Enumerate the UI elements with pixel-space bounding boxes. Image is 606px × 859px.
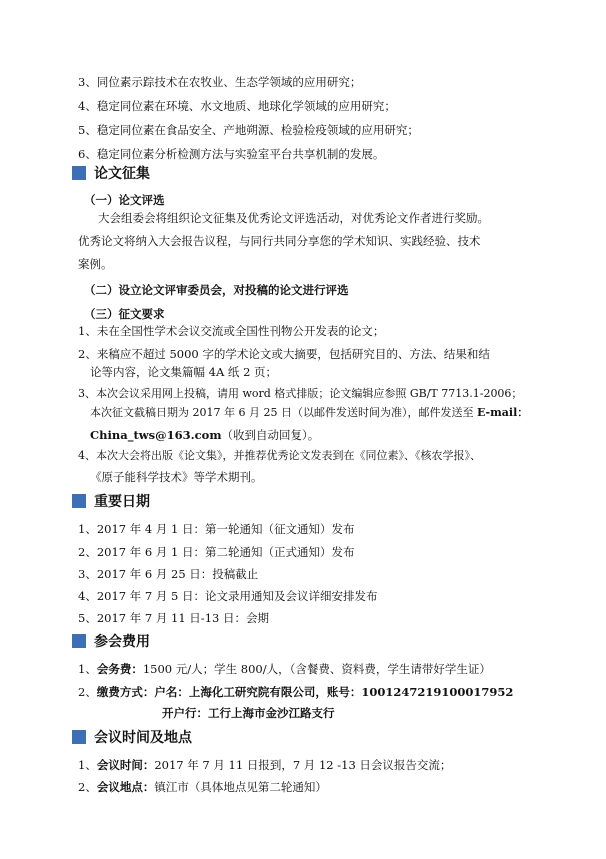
- list-item: 2、来稿应不超过 5000 字的学术论文或大摘要，包括研究目的、方法、结果和结: [78, 347, 490, 361]
- section-heading: [72, 632, 150, 650]
- section-title: 会议时间及地点: [94, 730, 192, 746]
- email-link[interactable]: China_tws@163.com: [90, 428, 222, 442]
- time-value: 2017 年 7 月 11 日报到，7 月 12 -13 日会议报告交流；: [154, 758, 452, 772]
- list-item: 4、本次大会将出版《论文集》，并推荐优秀论文发表到在《同位素》、《核农学报》、: [78, 449, 481, 462]
- place-label: 会议地点：: [96, 780, 155, 794]
- fee-label: 会务费：: [96, 662, 143, 676]
- section-heading: [72, 492, 150, 510]
- item-number: 2、: [78, 780, 97, 794]
- list-item: 2、2017 年 6 月 1 日：第二轮通知（正式通知）发布: [78, 545, 355, 559]
- section-marker-icon: [72, 166, 86, 180]
- fee-value: 1500 元/人；学生 800/人，（含餐费、资料费，学生请带好学生证）: [142, 662, 491, 676]
- section-title: 参会费用: [94, 634, 150, 650]
- section-heading: [72, 728, 192, 746]
- list-item: 3、本次会议采用网上投稿，请用 word 格式排版；论文编辑应参照 GB/T 7713.1-2006；: [78, 387, 523, 400]
- section-title: 重要日期: [94, 494, 150, 510]
- section-marker-icon: [72, 634, 86, 648]
- bank-label: 开户行：: [162, 706, 208, 720]
- list-item: 1、未在全国性学术会议交流或全国性刊物公开发表的论文；: [78, 324, 385, 338]
- list-item-continuation: [90, 427, 319, 443]
- item-number: 1、: [78, 758, 97, 772]
- paragraph-line: 案例。: [78, 257, 113, 271]
- list-item: [78, 757, 451, 773]
- list-item: 5、稳定同位素在食品安全、产地朔源、检验检疫领域的应用研究；: [78, 123, 419, 137]
- list-item: 3、同位素示踪技术在农牧业、生态学领域的应用研究；: [78, 75, 362, 89]
- section-marker-icon: [72, 730, 86, 744]
- email-label: E-mail：: [476, 406, 529, 419]
- deadline-text: 本次征文截稿日期为 2017 年 6 月 25 日（以邮件发送时间为准），邮件发送至: [90, 406, 477, 419]
- section-title: 论文征集: [94, 166, 150, 182]
- email-note: （收到自动回复）。: [221, 428, 320, 442]
- subsection-title: （一）论文评选: [84, 193, 165, 207]
- paragraph-line: 优秀论文将纳入大会报告议程，与同行共同分享您的学术知识、实践经验、技术: [78, 234, 481, 248]
- list-item: 5、2017 年 7 月 11 日-13 日：会期: [78, 611, 269, 625]
- section-heading: [72, 164, 150, 182]
- list-item: 1、2017 年 4 月 1 日：第一轮通知（征文通知）发布: [78, 522, 355, 536]
- subsection-title: （三）征文要求: [84, 307, 165, 321]
- list-item: 4、稳定同位素在环境、水文地质、地球化学领域的应用研究；: [78, 99, 396, 113]
- list-item: [78, 779, 327, 795]
- paragraph-line: 大会组委会将组织论文征集及优秀论文评选活动，对优秀论文作者进行奖励。: [98, 211, 489, 225]
- subsection-title: （二）设立论文评审委员会，对投稿的论文进行评选: [84, 283, 349, 297]
- list-item-continuation: [90, 405, 528, 421]
- time-label: 会议时间：: [96, 758, 155, 772]
- item-number: 2、: [78, 685, 97, 699]
- bank-value: 工行上海市金沙江路支行: [208, 706, 335, 720]
- list-item: 3、2017 年 6 月 25 日：投稿截止: [78, 567, 259, 581]
- section-marker-icon: [72, 494, 86, 508]
- list-item: [78, 684, 513, 700]
- list-item-continuation: 《原子能科学技术》等学术期刊。: [90, 470, 263, 484]
- payment-value: 户名：上海化工研究院有限公司，账号：1001247219100017952: [154, 685, 514, 699]
- list-item-continuation: 论等内容，论文集篇幅 4A 纸 2 页；: [90, 365, 278, 379]
- list-item: 4、2017 年 7 月 5 日：论文录用通知及会议详细安排发布: [78, 589, 378, 603]
- bank-line: [162, 705, 335, 721]
- list-item: [78, 661, 491, 677]
- payment-label: 缴费方式：: [96, 685, 155, 699]
- place-value: 镇江市（具体地点见第二轮通知）: [154, 780, 327, 794]
- list-item: 6、稳定同位素分析检测方法与实验室平台共享机制的发展。: [78, 147, 385, 161]
- item-number: 1、: [78, 662, 97, 676]
